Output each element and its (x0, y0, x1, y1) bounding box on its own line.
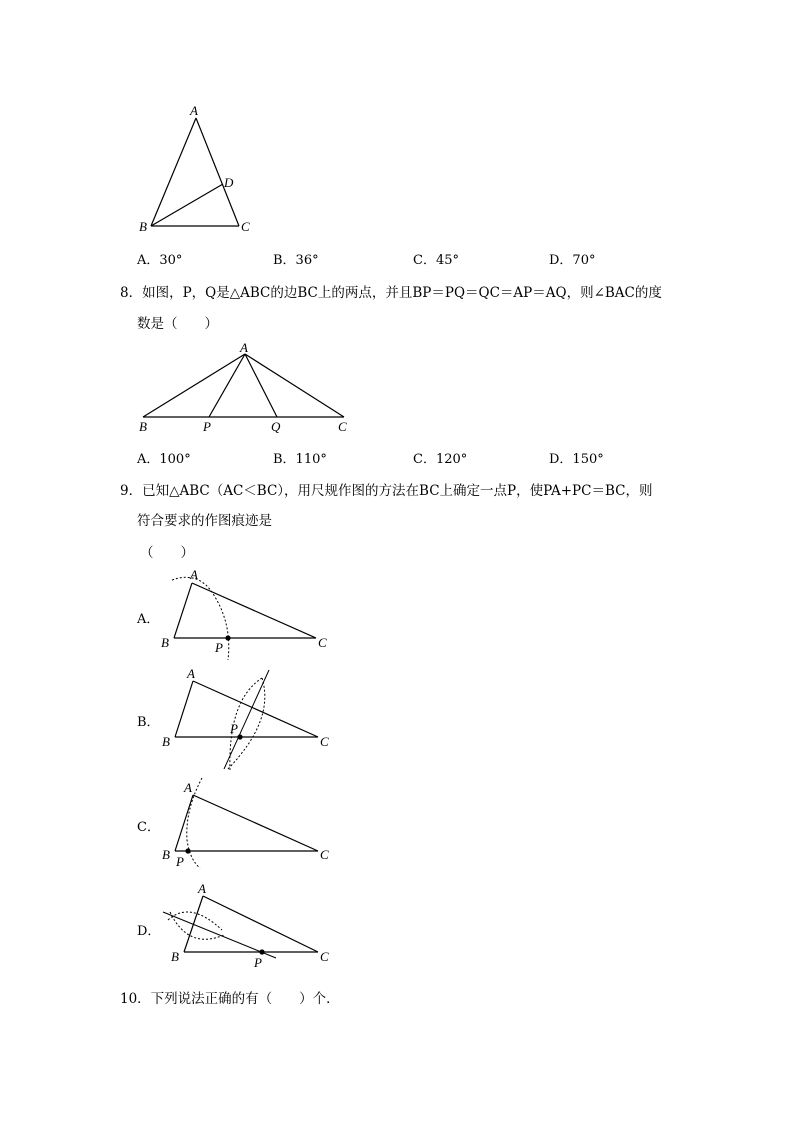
q9a-side-ac (192, 583, 316, 638)
q9a-point-p (225, 635, 230, 640)
q9c-label-p: P (176, 854, 184, 869)
q9a-label-c: C (318, 635, 327, 650)
q8-stem-line2: 数是（ ） (137, 316, 218, 332)
q9c-side-ab (175, 795, 193, 851)
q9-stem-line3: （ ） (140, 545, 194, 561)
q7-label-b: B (139, 219, 147, 234)
q9-option-a-label: A． (137, 612, 160, 627)
q9d-side-ac (203, 896, 318, 952)
q9-option-d-label: D． (137, 924, 161, 939)
q9d-label-p: P (254, 955, 262, 970)
q9a-side-ab (174, 583, 192, 638)
q9a-label-a: A (190, 567, 198, 582)
q9c-side-ac (193, 795, 318, 851)
q9d-label-a: A (198, 881, 206, 896)
q9b-label-p: P (230, 721, 238, 736)
q9d-perpendicular-bisector (163, 912, 276, 958)
q9c-label-b: B (162, 847, 170, 862)
q9c-label-a: A (184, 780, 192, 795)
q8-option-b: B．110° (273, 452, 327, 467)
q9b-label-c: C (320, 734, 329, 749)
q7-label-a: A (190, 103, 198, 118)
q8-label-q: Q (271, 419, 281, 434)
q8-label-p: P (203, 419, 211, 434)
q7-option-b: B．36° (273, 253, 319, 268)
q8-option-c: C．120° (413, 452, 468, 467)
q9d-label-c: C (320, 949, 329, 964)
q10-stem-line1: 10．下列说法正确的有（ ）个． (120, 991, 340, 1007)
q9b-side-ab (175, 681, 193, 737)
q8-stem-line1: 8．如图，P，Q是△ABC的边BC上的两点，并且BP＝PQ＝QC＝AP＝AQ，则∠BAC的度 (120, 285, 662, 301)
q8-option-d: D．150° (549, 452, 604, 467)
q9d-point-p (259, 949, 264, 954)
q7-label-c: C (241, 219, 250, 234)
q7-option-d: D．70° (549, 253, 596, 268)
q9b-point-p (237, 734, 242, 739)
q9b-side-ac (193, 681, 318, 737)
q9b-label-a: A (187, 666, 195, 681)
q9d-label-b: B (171, 949, 179, 964)
q7-label-d: D (224, 175, 234, 190)
q9b-label-b: B (162, 734, 170, 749)
q9a-label-p: P (215, 640, 223, 655)
q9-option-c-label: C． (137, 820, 160, 835)
q9-stem-line2: 符合要求的作图痕迹是 (137, 513, 272, 529)
q9a-label-b: B (161, 635, 169, 650)
q8-option-a: A．100° (137, 452, 191, 467)
q8-label-a: A (240, 340, 248, 355)
q7-option-c: C．45° (413, 253, 459, 268)
q9c-point-p (185, 848, 190, 853)
q9-option-b-label: B． (137, 715, 160, 730)
q7-option-a: A．30° (137, 253, 183, 268)
q9c-label-c: C (320, 847, 329, 862)
q8-label-c: C (338, 419, 347, 434)
q9b-perpendicular-bisector (224, 670, 269, 769)
q8-label-b: B (139, 419, 147, 434)
q9-stem-line1: 9．已知△ABC（AC＜BC），用尺规作图的方法在BC上确定一点P，使PA+PC＝BC，则 (120, 483, 653, 499)
